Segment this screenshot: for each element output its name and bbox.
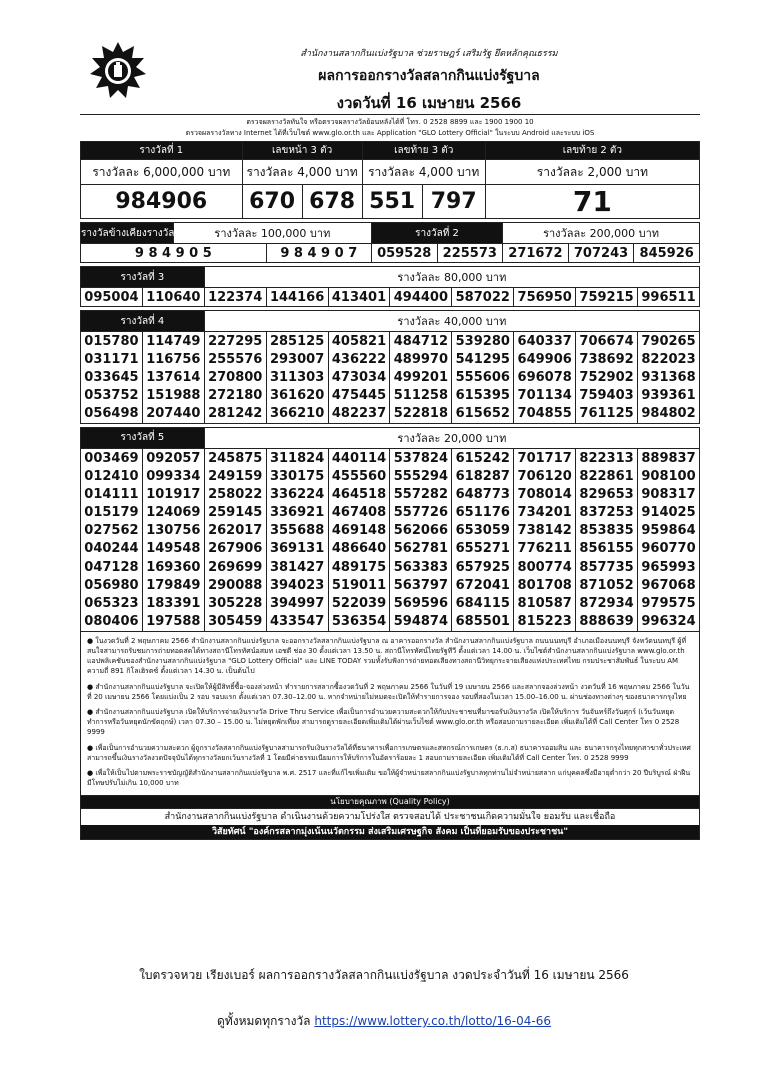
back3-label: เลขท้าย 3 ตัว [362,142,485,160]
quality-policy-text: สำนักงานสลากกินแบ่งรัฐบาล ดำเนินงานด้วยความโปร่งใส ตรวจสอบได้ ประชาชนเกิดความมั่นใจ ยอมรับ และเชื่อถือ [81,808,699,825]
prize4-number: 137614 [142,368,204,386]
prize5-number: 908100 [638,467,700,485]
prize5-number: 269699 [204,558,266,576]
near1-number: 9 8 4 9 0 7 [266,244,371,263]
vision-text: วิสัยทัศน์ "องค์กรสลากมุ่งเน้นนวัตกรรม ส่งเสริมเศรษฐกิจ สังคม เป็นที่ยอมรับของประชาชน" [81,825,699,839]
prize4-number: 285125 [266,332,328,351]
prize4-number: 701134 [514,387,576,405]
prize5-number: 708014 [514,485,576,503]
prize5-number: 130756 [142,522,204,540]
prize4-row [81,405,700,424]
prize3-number: 756950 [514,288,576,307]
check-phone-info: ตรวจผลรางวัลทันใจ หรือตรวจผลรางวัลย้อนหลังได้ที่ โทร. 0 2528 8899 และ 1900 1900 10 [246,118,534,126]
prize4-number: 499201 [390,368,452,386]
prize5-number: 012410 [81,467,143,485]
prize4-number: 759403 [576,387,638,405]
prize5-number: 040244 [81,540,143,558]
near-prize2-table [80,222,700,263]
prize5-number: 183391 [142,594,204,612]
prize4-number: 984802 [638,405,700,424]
prize3-number: 144166 [266,288,328,307]
prize5-number: 014111 [81,485,143,503]
prize5-number: 179849 [142,576,204,594]
prize3-number: 996511 [638,288,700,307]
prize5-number: 657925 [452,558,514,576]
prize5-number: 311824 [266,448,328,467]
prize4-number: 151988 [142,387,204,405]
note-paragraph: ● ในงวดวันที่ 2 พฤษภาคม 2566 สำนักงานสลากกินแบ่งรัฐบาล จะออกรางวัลสลากกินแบ่งรัฐบาล ณ อาคารออกรางวัล สำนักงานสลากกินแบ่งรัฐบาล ถนนนนทบุรี อำเภอเมืองนนทบุรี จังหวัดนนทบุรี ผู้ที่สนใจสามารถรับชมการถ่ายทอดสดได้ทางสถานีโทรทัศน์อสมท เอชดี ช่อง 30 ตั้งแต่เวลา 13.50 น. สถานีโทรทัศน์ไทยรัฐทีวี ตั้งแต่เวลา 14.00 น. เว็บไซต์สำนักงานสลากกินแบ่งรัฐบาล www.glo.or.th แอปพลิเคชันของสำนักงานสลากกินแบ่งรัฐบาล "GLO Lottery Official" และ LINE TODAY รวมทั้งรับฟังการถ่ายทอดเสียงทางสถานีวิทยุกระจายเสียงแห่งประเทศไทย กรมประชาสัมพันธ์ ในระบบ AM ความถี่ 891 กิโลเฮิรตซ์ ตั้งแต่เวลา 14.30 น. เป็นต้นไป [87,636,687,676]
prize4-number: 473034 [328,368,390,386]
prize5-number: 245875 [204,448,266,467]
prize4-number: 649906 [514,350,576,368]
prize4-number: 056498 [81,405,143,424]
prize4-amount: รางวัลละ 40,000 บาท [204,311,699,332]
prize5-number: 464518 [328,485,390,503]
prize4-number: 931368 [638,368,700,386]
prize2-number: 845926 [634,244,700,263]
prize5-number: 648773 [452,485,514,503]
prize5-number: 562066 [390,522,452,540]
prize5-number: 563797 [390,576,452,594]
prize5-number: 262017 [204,522,266,540]
prize4-number: 615395 [452,387,514,405]
prize4-number: 555606 [452,368,514,386]
prize1-label: รางวัลที่ 1 [81,142,243,160]
prize5-number: 101917 [142,485,204,503]
near1-label: รางวัลข้างเคียงรางวัลที่ 1 [81,223,174,244]
note-paragraph: ● สำนักงานสลากกินแบ่งรัฐบาล จะเปิดให้ผู้มีสิทธิ์ซื้อ-จองล่วงหน้า ทำรายการสลากซื้องวดวันที่ 2 พฤษภาคม 2566 ในวันที่ 19 เมษายน 2566 และสลากจองล่วงหน้า งวดวันที่ 16 พฤษภาคม 2566 ในวันที่ 20 เมษายน 2566 โดยแบ่งเป็น 2 รอบ รอบแรก ตั้งแต่เวลา 07.30–12.00 น. หากจำหน่ายไม่หมดจะเปิดให้ทำรายการจอง รอบที่สองในเวลา 15.00–16.00 น. ผ่านช่องทางต่างๆ ของธนาคารกรุงไทย [87,682,690,701]
back2-label: เลขท้าย 2 ตัว [485,142,699,160]
prize4-table [80,310,700,424]
prize5-number: 433547 [266,613,328,632]
back2-amount: รางวัลละ 2,000 บาท [485,160,699,185]
prize5-number: 249159 [204,467,266,485]
prize5-number: 080406 [81,613,143,632]
caption-link-line [0,1012,768,1031]
prize5-number: 522039 [328,594,390,612]
back2-number: 71 [485,185,699,219]
prize4-number: 752902 [576,368,638,386]
prize5-label: รางวัลที่ 5 [81,427,205,448]
prize4-number: 361620 [266,387,328,405]
prize5-number: 467408 [328,504,390,522]
prize5-row [81,613,700,632]
check-internet-info: ตรวจผลรางวัลทาง Internet ได้ที่เว็บไซต์ www.glo.or.th และ Application "GLO Lottery Official" ในระบบ Android และระบบ iOS [185,129,595,137]
prize5-number: 563383 [390,558,452,576]
prize5-number: 776211 [514,540,576,558]
prize4-number: 272180 [204,387,266,405]
prize2-number: 707243 [568,244,634,263]
prize4-number: 116756 [142,350,204,368]
prize5-number: 557726 [390,504,452,522]
prize5-amount: รางวัลละ 20,000 บาท [204,427,699,448]
prize5-number: 653059 [452,522,514,540]
prize4-number: 366210 [266,405,328,424]
prize5-number: 440114 [328,448,390,467]
prize5-number: 557282 [390,485,452,503]
prize5-number: 914025 [638,504,700,522]
prize4-number: 031171 [81,350,143,368]
prize3-number: 494400 [390,288,452,307]
lottery-result-link[interactable]: https://www.lottery.co.th/lotto/16-04-66 [314,1014,551,1028]
back3-number: 551 [362,185,422,219]
prize4-number: 482237 [328,405,390,424]
prize1-number: 984906 [81,185,243,219]
prize5-number: 853835 [576,522,638,540]
prize2-number: 225573 [437,244,503,263]
prize5-number: 872934 [576,594,638,612]
prize4-number: 484712 [390,332,452,351]
prize4-number: 293007 [266,350,328,368]
caption-title: ใบตรวจหวย เรียงเบอร์ ผลการออกรางวัลสลากกินแบ่งรัฐบาล งวดประจำวันที่ 16 เมษายน 2566 [139,968,629,982]
prize5-number: 092057 [142,448,204,467]
prize4-row [81,387,700,405]
glo-emblem-icon [86,40,150,104]
prize5-number: 056980 [81,576,143,594]
prize5-number: 965993 [638,558,700,576]
prize5-number: 960770 [638,540,700,558]
prize5-number: 888639 [576,613,638,632]
prize5-number: 369131 [266,540,328,558]
prize4-number: 207440 [142,405,204,424]
prize4-number: 696078 [514,368,576,386]
prize5-number: 149548 [142,540,204,558]
prize3-number: 110640 [142,288,204,307]
prize2-label: รางวัลที่ 2 [371,223,502,244]
prize4-number: 615652 [452,405,514,424]
prize5-row [81,485,700,503]
prize5-number: 701717 [514,448,576,467]
prize4-number: 114749 [142,332,204,351]
note-paragraph: ● เพื่อเป็นการอำนวยความสะดวก ผู้ถูกรางวัลสลากกินแบ่งรัฐบาลสามารถรับเงินรางวัลได้ที่ธนาคารเพื่อการเกษตรและสหกรณ์การเกษตร (ธ.ก.ส) ธนาคารออมสิน และ ธนาคารกรุงไทยทุกสาขาทั่วประเทศ สามารถขึ้นเงินรางวัลงวดปัจจุบันได้ทุกรางวัลยกเว้นรางวัลที่ 1 โดยมีค่าธรรมเนียมการให้บริการในอัตราร้อยละ 1 สอบถามรายละเอียด เพิ่มเติมได้ที่ Call Center โทร. 0 2528 9999 [87,743,691,762]
prize5-number: 259145 [204,504,266,522]
prize1-amount: รางวัลละ 6,000,000 บาท [81,160,243,185]
prize5-numbers [81,448,700,631]
prize4-numbers [81,332,700,424]
prize5-number: 290088 [204,576,266,594]
prize5-number: 489175 [328,558,390,576]
prize5-row [81,467,700,485]
prize5-row [81,504,700,522]
prize3-amount: รางวัลละ 80,000 บาท [204,267,699,288]
prize4-number: 539280 [452,332,514,351]
prize5-number: 003469 [81,448,143,467]
prize4-number: 822023 [638,350,700,368]
prize4-label: รางวัลที่ 4 [81,311,205,332]
near1-number: 9 8 4 9 0 5 [81,244,267,263]
prize5-number: 562781 [390,540,452,558]
prize5-number: 706120 [514,467,576,485]
prize5-number: 394997 [266,594,328,612]
prize5-number: 027562 [81,522,143,540]
prize4-number: 511258 [390,387,452,405]
prize5-number: 996324 [638,613,700,632]
org-slogan: สำนักงานสลากกินแบ่งรัฐบาล ช่วยราษฎร์ เสริมรัฐ ยึดหลักคุณธรรม [300,49,558,59]
back3-amount: รางวัลละ 4,000 บาท [362,160,485,185]
prize3-label: รางวัลที่ 3 [81,267,205,288]
prize4-number: 053752 [81,387,143,405]
prize5-number: 618287 [452,467,514,485]
front3-amount: รางวัลละ 4,000 บาท [242,160,362,185]
prize4-number: 270800 [204,368,266,386]
prize5-row [81,576,700,594]
prize5-row [81,594,700,612]
prize5-number: 651176 [452,504,514,522]
prize5-number: 305459 [204,613,266,632]
prize5-number: 959864 [638,522,700,540]
front3-label: เลขหน้า 3 ตัว [242,142,362,160]
prize5-number: 555294 [390,467,452,485]
prize4-number: 436222 [328,350,390,368]
page-title: ผลการออกรางวัลสลากกินแบ่งรัฐบาล [318,68,540,84]
prize5-number: 810587 [514,594,576,612]
prize5-row [81,448,700,467]
quality-policy-title: นโยบายคุณภาพ (Quality Policy) [81,796,699,808]
prize2-number: 059528 [371,244,437,263]
prize5-number: 889837 [638,448,700,467]
prize3-number: 759215 [576,288,638,307]
prize5-number: 355688 [266,522,328,540]
prize4-number: 015780 [81,332,143,351]
prize4-number: 475445 [328,387,390,405]
prize4-number: 704855 [514,405,576,424]
prize5-number: 169360 [142,558,204,576]
quality-policy [80,796,700,840]
prize5-number: 738142 [514,522,576,540]
prize5-number: 469148 [328,522,390,540]
prize5-number: 815223 [514,613,576,632]
prize5-number: 455560 [328,467,390,485]
prize5-number: 684115 [452,594,514,612]
prize3-number: 587022 [452,288,514,307]
prize4-number: 939361 [638,387,700,405]
prize4-number: 640337 [514,332,576,351]
prize4-number: 281242 [204,405,266,424]
prize5-number: 015179 [81,504,143,522]
prize5-number: 655271 [452,540,514,558]
prize4-row [81,332,700,351]
prize5-number: 871052 [576,576,638,594]
announcement-notes [80,632,700,797]
prize5-number: 536354 [328,613,390,632]
note-paragraph: ● เพื่อให้เป็นไปตามพระราชบัญญัติสำนักงานสลากกินแบ่งรัฐบาล พ.ศ. 2517 และที่แก้ไขเพิ่มเติม ขอให้ผู้จำหน่ายสลากกินแบ่งรัฐบาลทุกท่านไม่จำหน่ายสลาก แก่บุคคลซึ่งมีอายุต่ำกว่า 20 ปีบริบูรณ์ ฝ่าฝืนมีโทษปรับไม่เกิน 10,000 บาท [87,769,691,788]
prize4-number: 522818 [390,405,452,424]
prize4-number: 790265 [638,332,700,351]
prize5-number: 336224 [266,485,328,503]
prize5-number: 801708 [514,576,576,594]
prize5-number: 197588 [142,613,204,632]
prize4-row [81,350,700,368]
prize5-number: 685501 [452,613,514,632]
note-paragraph: ● สำนักงานสลากกินแบ่งรัฐบาล เปิดให้บริการจ่ายเงินรางวัล Drive Thru Service เพื่อเป็นการอำนวยความสะดวกให้กับประชาชนที่มาขอรับเงินรางวัล เปิดให้บริการ วันจันทร์ถึงวันศุกร์ (เว้นวันหยุดทำการหรือวันหยุดนักขัตฤกษ์) เวลา 07.30 – 15.00 น. ไม่หยุดพักเที่ยง สามารถดูรายละเอียดเพิ่มเติมได้ผ่านเว็บไซต์ www.glo.or.th หรือสอบถามรายละเอียด เพิ่มเติมได้ที่ Call Center โทร 0 2528 9999 [87,708,680,737]
prize5-number: 857735 [576,558,638,576]
prize5-number: 800774 [514,558,576,576]
prize4-number: 706674 [576,332,638,351]
prize4-number: 255576 [204,350,266,368]
prize3-number: 413401 [328,288,390,307]
prize3-table [80,266,700,307]
prize5-number: 979575 [638,594,700,612]
lottery-result-sheet [80,38,700,840]
prize5-number: 486640 [328,540,390,558]
prize5-row [81,558,700,576]
prize5-number: 336921 [266,504,328,522]
prize4-number: 405821 [328,332,390,351]
prize3-number: 122374 [204,288,266,307]
prize5-number: 856155 [576,540,638,558]
prize5-table [80,427,700,632]
prize5-number: 908317 [638,485,700,503]
prize5-number: 594874 [390,613,452,632]
prize5-number: 519011 [328,576,390,594]
prize5-number: 829653 [576,485,638,503]
prize4-number: 311303 [266,368,328,386]
front3-number: 678 [302,185,362,219]
prize5-number: 258022 [204,485,266,503]
near1-amount: รางวัลละ 100,000 บาท [173,223,371,244]
prize4-number: 541295 [452,350,514,368]
prize4-number: 761125 [576,405,638,424]
front3-number: 670 [242,185,302,219]
prize5-number: 267906 [204,540,266,558]
prize4-number: 738692 [576,350,638,368]
prize5-number: 967068 [638,576,700,594]
prize5-number: 822861 [576,467,638,485]
top-prizes-table [80,141,700,219]
prize4-row [81,368,700,386]
prize5-number: 124069 [142,504,204,522]
prize5-number: 569596 [390,594,452,612]
prize5-number: 330175 [266,467,328,485]
sheet-header [80,38,700,110]
prize5-number: 099334 [142,467,204,485]
prize5-number: 672041 [452,576,514,594]
back3-number: 797 [422,185,485,219]
prize3-number: 095004 [81,288,143,307]
prize5-number: 381427 [266,558,328,576]
prize5-number: 047128 [81,558,143,576]
prize5-number: 537824 [390,448,452,467]
prize5-number: 065323 [81,594,143,612]
prize5-number: 734201 [514,504,576,522]
prize5-number: 822313 [576,448,638,467]
prize2-number: 271672 [503,244,569,263]
prize5-number: 615242 [452,448,514,467]
caption-link-prefix: ดูทั้งหมดทุกรางวัล [217,1014,315,1028]
prize3-row [81,288,700,307]
prize2-amount: รางวัลละ 200,000 บาท [503,223,700,244]
prize5-row [81,540,700,558]
prize4-number: 227295 [204,332,266,351]
prize5-number: 305228 [204,594,266,612]
prize5-row [81,522,700,540]
prize4-number: 489970 [390,350,452,368]
prize4-number: 033645 [81,368,143,386]
draw-date: งวดวันที่ 16 เมษายน 2566 [336,94,522,112]
prize5-number: 837253 [576,504,638,522]
prize5-number: 394023 [266,576,328,594]
